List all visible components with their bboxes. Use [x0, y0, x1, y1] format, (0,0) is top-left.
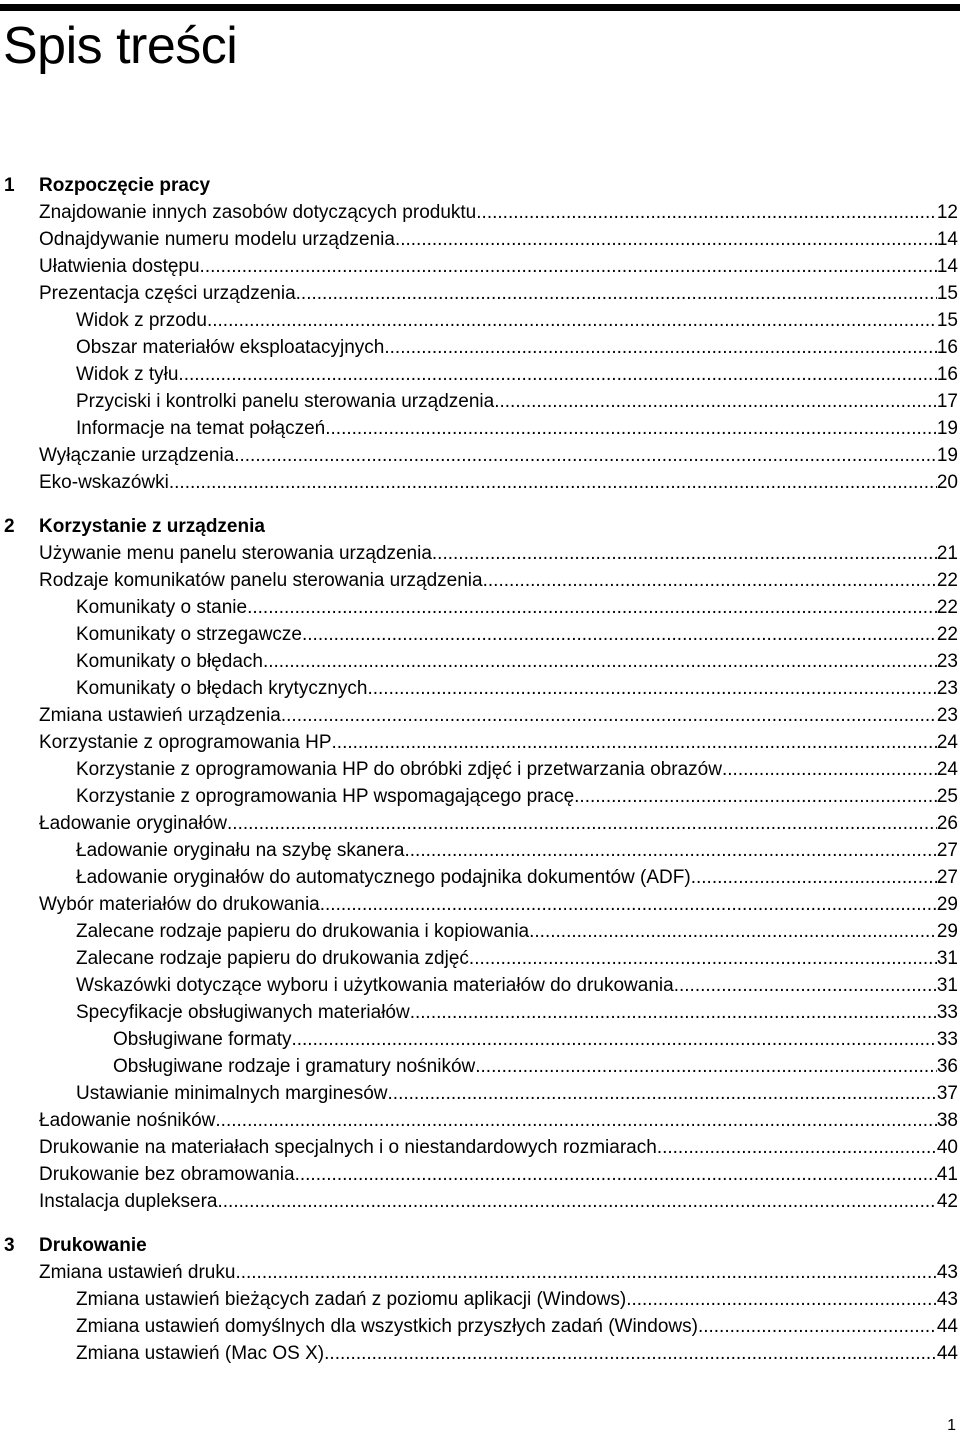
toc-entry-page-number: 44	[936, 1316, 958, 1337]
toc-entry[interactable]	[0, 756, 960, 783]
toc-entry[interactable]	[0, 1259, 960, 1286]
toc-entry-text: Rodzaje komunikatów panelu sterowania urządzenia	[39, 570, 483, 591]
dot-leader	[227, 810, 937, 837]
toc-entry-text: Obsługiwane formaty	[113, 1029, 292, 1050]
toc-entry-page-number: 16	[936, 337, 958, 358]
toc-entry-page-number: 27	[936, 867, 958, 888]
toc-entry[interactable]	[0, 972, 960, 999]
dot-leader	[698, 1313, 937, 1340]
toc-entry-page-number: 44	[936, 1343, 958, 1364]
dot-leader	[291, 1026, 936, 1053]
toc-entry-page-number: 16	[936, 364, 958, 385]
toc-entry-text: Korzystanie z oprogramowania HP do obróbki zdjęć i przetwarzania obrazów	[76, 759, 722, 780]
toc-entry-page-number: 25	[936, 786, 958, 807]
toc-entry-page-number: 20	[936, 472, 958, 493]
toc-entry[interactable]	[0, 1080, 960, 1107]
toc-entry[interactable]	[0, 415, 960, 442]
toc-entry-page-number: 33	[936, 1002, 958, 1023]
toc-entry-text: Komunikaty o błędach	[76, 651, 263, 672]
toc-entry[interactable]	[0, 469, 960, 496]
toc-entry[interactable]	[0, 675, 960, 702]
toc-entry-text: Ładowanie oryginału na szybę skanera	[76, 840, 405, 861]
chapter-title: Rozpoczęcie pracy	[39, 175, 211, 196]
dot-leader	[200, 253, 937, 280]
toc-entry-text: Znajdowanie innych zasobów dotyczących produktu	[39, 202, 477, 223]
chapter-3	[0, 1232, 960, 1367]
toc-entry-page-number: 31	[936, 948, 958, 969]
toc-entry-text: Używanie menu panelu sterowania urządzenia	[39, 543, 432, 564]
toc-entry-page-number: 24	[936, 759, 958, 780]
chapter-1	[0, 172, 960, 496]
toc-entry-page-number: 41	[936, 1164, 958, 1185]
toc-entry-page-number: 43	[936, 1289, 958, 1310]
toc-entry-page-number: 42	[936, 1191, 958, 1212]
dot-leader	[674, 972, 937, 999]
toc-entry-text: Odnajdywanie numeru modelu urządzenia	[39, 229, 395, 250]
toc-entry[interactable]	[0, 864, 960, 891]
toc-entry[interactable]	[0, 307, 960, 334]
toc-entry-text: Eko-wskazówki	[39, 472, 169, 493]
dot-leader	[207, 307, 937, 334]
toc-entry-page-number: 15	[936, 310, 958, 331]
toc-entry-page-number: 22	[936, 624, 958, 645]
dot-leader	[296, 280, 937, 307]
toc-entry[interactable]	[0, 1188, 960, 1215]
toc-entry-text: Wyłączanie urządzenia	[39, 445, 235, 466]
dot-leader	[302, 621, 937, 648]
dot-leader	[295, 1161, 937, 1188]
toc-entry-text: Obszar materiałów eksploatacyjnych	[76, 337, 385, 358]
dot-leader	[657, 1134, 937, 1161]
dot-leader	[384, 334, 937, 361]
chapter-entries	[0, 199, 960, 496]
toc-entry-text: Wskazówki dotyczące wyboru i użytkowania materiałów do drukowania	[76, 975, 674, 996]
toc-entry-page-number: 23	[936, 651, 958, 672]
toc-entry[interactable]	[0, 1340, 960, 1367]
dot-leader	[483, 567, 937, 594]
toc-entry-text: Zalecane rodzaje papieru do drukowania zdjęć	[76, 948, 469, 969]
dot-leader	[234, 442, 937, 469]
toc-entry-text: Instalacja dupleksera	[39, 1191, 218, 1212]
top-rule	[0, 4, 960, 11]
toc-entry-page-number: 12	[936, 202, 958, 223]
dot-leader	[332, 729, 937, 756]
toc-entry-page-number: 33	[936, 1029, 958, 1050]
table-of-contents	[0, 172, 960, 1384]
dot-leader	[722, 756, 937, 783]
dot-leader	[395, 226, 937, 253]
toc-entry[interactable]	[0, 1053, 960, 1080]
toc-entry-page-number: 43	[936, 1262, 958, 1283]
chapter-number: 2	[4, 516, 15, 537]
toc-entry[interactable]	[0, 837, 960, 864]
chapter-number: 3	[4, 1235, 15, 1256]
toc-entry-page-number: 19	[936, 445, 958, 466]
toc-entry[interactable]	[0, 1134, 960, 1161]
dot-leader	[469, 945, 937, 972]
dot-leader	[169, 469, 937, 496]
chapter-entries	[0, 1259, 960, 1367]
toc-entry-page-number: 23	[936, 705, 958, 726]
chapter-2	[0, 513, 960, 1215]
toc-entry-text: Ładowanie oryginałów	[39, 813, 228, 834]
toc-entry-page-number: 29	[936, 921, 958, 942]
toc-entry[interactable]	[0, 999, 960, 1026]
toc-entry-page-number: 37	[936, 1083, 958, 1104]
toc-entry-text: Przyciski i kontrolki panelu sterowania urządzenia	[76, 391, 495, 412]
toc-entry[interactable]	[0, 334, 960, 361]
toc-entry-page-number: 21	[936, 543, 958, 564]
toc-entry[interactable]	[0, 729, 960, 756]
dot-leader	[178, 361, 936, 388]
dot-leader	[215, 1107, 936, 1134]
page-number: 1	[947, 1417, 956, 1434]
chapter-entries	[0, 540, 960, 1215]
dot-leader	[367, 675, 936, 702]
toc-entry[interactable]	[0, 1161, 960, 1188]
toc-entry[interactable]	[0, 810, 960, 837]
toc-entry-page-number: 17	[936, 391, 958, 412]
chapter-title: Drukowanie	[39, 1235, 147, 1256]
toc-entry[interactable]	[0, 702, 960, 729]
toc-entry-page-number: 38	[936, 1110, 958, 1131]
toc-entry[interactable]	[0, 594, 960, 621]
toc-entry-text: Ustawianie minimalnych marginesów	[76, 1083, 388, 1104]
toc-entry-text: Wybór materiałów do drukowania	[39, 894, 320, 915]
toc-entry-page-number: 22	[936, 570, 958, 591]
dot-leader	[247, 594, 937, 621]
toc-entry-text: Ładowanie oryginałów do automatycznego podajnika dokumentów (ADF)	[76, 867, 691, 888]
toc-entry[interactable]	[0, 1313, 960, 1340]
dot-leader	[529, 918, 937, 945]
dot-leader	[218, 1188, 937, 1215]
toc-entry-page-number: 31	[936, 975, 958, 996]
toc-entry-text: Korzystanie z oprogramowania HP wspomagającego pracę	[76, 786, 575, 807]
toc-entry-text: Korzystanie z oprogramowania HP	[39, 732, 332, 753]
toc-entry[interactable]	[0, 621, 960, 648]
toc-entry-text: Widok z przodu	[76, 310, 207, 331]
toc-entry-text: Obsługiwane rodzaje i gramatury nośników	[113, 1056, 476, 1077]
toc-entry-text: Informacje na temat połączeń	[76, 418, 326, 439]
toc-entry[interactable]	[0, 891, 960, 918]
toc-entry-page-number: 22	[936, 597, 958, 618]
chapter-number: 1	[4, 175, 15, 196]
dot-leader	[388, 1080, 937, 1107]
toc-entry-text: Drukowanie bez obramowania	[39, 1164, 295, 1185]
toc-entry-text: Ładowanie nośników	[39, 1110, 216, 1131]
toc-entry-text: Zmiana ustawień domyślnych dla wszystkich przyszłych zadań (Windows)	[76, 1316, 698, 1337]
page-title: Spis treści	[3, 17, 238, 75]
toc-entry-page-number: 19	[936, 418, 958, 439]
toc-entry[interactable]	[0, 199, 960, 226]
toc-entry[interactable]	[0, 945, 960, 972]
toc-entry-text: Widok z tyłu	[76, 364, 179, 385]
toc-entry[interactable]	[0, 226, 960, 253]
dot-leader	[691, 864, 937, 891]
dot-leader	[476, 199, 937, 226]
toc-entry[interactable]	[0, 442, 960, 469]
toc-entry-page-number: 26	[936, 813, 958, 834]
toc-entry-text: Zmiana ustawień (Mac OS X)	[76, 1343, 325, 1364]
toc-entry[interactable]	[0, 253, 960, 280]
toc-entry[interactable]	[0, 388, 960, 415]
toc-entry-page-number: 27	[936, 840, 958, 861]
chapter-heading[interactable]	[0, 172, 960, 199]
toc-entry-text: Ułatwienia dostępu	[39, 256, 200, 277]
toc-entry-text: Komunikaty o stanie	[76, 597, 248, 618]
toc-entry-text: Zmiana ustawień bieżących zadań z poziomu aplikacji (Windows)	[76, 1289, 627, 1310]
toc-entry[interactable]	[0, 1286, 960, 1313]
toc-entry[interactable]	[0, 361, 960, 388]
toc-entry-text: Zalecane rodzaje papieru do drukowania i kopiowania	[76, 921, 530, 942]
dot-leader	[320, 891, 937, 918]
toc-entry[interactable]	[0, 567, 960, 594]
toc-entry[interactable]	[0, 540, 960, 567]
toc-entry-text: Zmiana ustawień urządzenia	[39, 705, 281, 726]
dot-leader	[325, 415, 937, 442]
chapter-title: Korzystanie z urządzenia	[39, 516, 265, 537]
dot-leader	[432, 540, 937, 567]
toc-entry-text: Specyfikacje obsługiwanych materiałów	[76, 1002, 410, 1023]
dot-leader	[410, 999, 937, 1026]
toc-entry[interactable]	[0, 1026, 960, 1053]
toc-entry-page-number: 24	[936, 732, 958, 753]
dot-leader	[263, 648, 937, 675]
dot-leader	[494, 388, 937, 415]
toc-entry-page-number: 14	[936, 229, 958, 250]
toc-entry-text: Prezentacja części urządzenia	[39, 283, 296, 304]
toc-entry[interactable]	[0, 1107, 960, 1134]
dot-leader	[475, 1053, 937, 1080]
dot-leader	[574, 783, 937, 810]
chapter-heading[interactable]	[0, 513, 960, 540]
toc-entry-text: Komunikaty o błędach krytycznych	[76, 678, 368, 699]
dot-leader	[281, 702, 937, 729]
toc-entry-page-number: 36	[936, 1056, 958, 1077]
toc-entry[interactable]	[0, 783, 960, 810]
toc-entry-page-number: 15	[936, 283, 958, 304]
toc-entry-text: Drukowanie na materiałach specjalnych i o niestandardowych rozmiarach	[39, 1137, 657, 1158]
toc-entry-page-number: 14	[936, 256, 958, 277]
chapter-heading[interactable]	[0, 1232, 960, 1259]
dot-leader	[235, 1259, 936, 1286]
toc-entry-text: Zmiana ustawień druku	[39, 1262, 236, 1283]
toc-entry-text: Komunikaty o strzegawcze	[76, 624, 302, 645]
dot-leader	[405, 837, 937, 864]
toc-entry[interactable]	[0, 648, 960, 675]
toc-entry-page-number: 29	[936, 894, 958, 915]
toc-entry-page-number: 40	[936, 1137, 958, 1158]
toc-entry-page-number: 23	[936, 678, 958, 699]
dot-leader	[626, 1286, 937, 1313]
toc-entry[interactable]	[0, 280, 960, 307]
toc-entry[interactable]	[0, 918, 960, 945]
dot-leader	[324, 1340, 937, 1367]
